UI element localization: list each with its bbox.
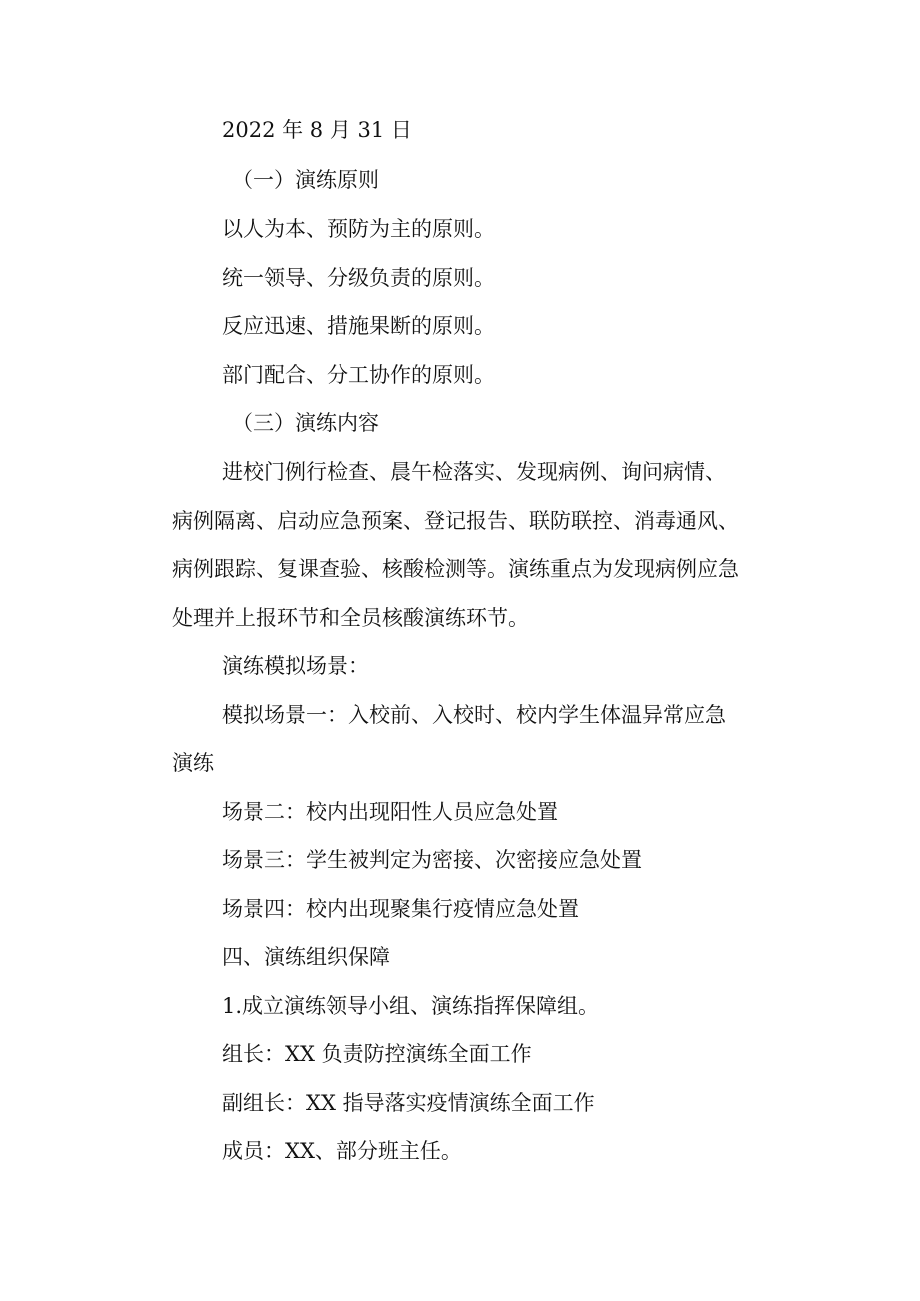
content-paragraph-line: 病例隔离、启动应急预案、登记报告、联防联控、消毒通风、	[172, 509, 739, 533]
heading-drill-principles: （一）演练原则	[232, 168, 379, 192]
principle-item: 统一领导、分级负责的原则。	[222, 266, 495, 290]
heading-section-four: 四、演练组织保障	[222, 945, 390, 969]
group-members: 成员：XX、部分班主任。	[222, 1139, 462, 1163]
principle-item: 部门配合、分工协作的原则。	[222, 363, 495, 387]
scene-item: 场景三：学生被判定为密接、次密接应急处置	[222, 848, 642, 872]
group-leader: 组长：XX 负责防控演练全面工作	[222, 1042, 532, 1066]
organization-item: 1.成立演练领导小组、演练指挥保障组。	[222, 994, 600, 1018]
scene-item: 场景二：校内出现阳性人员应急处置	[222, 800, 558, 824]
content-paragraph-line: 处理并上报环节和全员核酸演练环节。	[172, 606, 529, 630]
scene-one: 模拟场景一：入校前、入校时、校内学生体温异常应急	[222, 703, 726, 727]
heading-drill-content: （三）演练内容	[232, 411, 379, 435]
content-paragraph-line: 病例跟踪、复课查验、核酸检测等。演练重点为发现病例应急	[172, 557, 739, 581]
content-paragraph-line: 进校门例行检查、晨午检落实、发现病例、询问病情、	[222, 460, 726, 484]
deputy-group-leader: 副组长：XX 指导落实疫情演练全面工作	[222, 1091, 595, 1115]
scenes-title: 演练模拟场景：	[222, 654, 369, 678]
scene-item: 场景四：校内出现聚集行疫情应急处置	[222, 897, 579, 921]
scene-one-continued: 演练	[172, 751, 214, 775]
document-date: 2022 年 8 月 31 日	[222, 118, 412, 142]
principle-item: 反应迅速、措施果断的原则。	[222, 314, 495, 338]
principle-item: 以人为本、预防为主的原则。	[222, 217, 495, 241]
